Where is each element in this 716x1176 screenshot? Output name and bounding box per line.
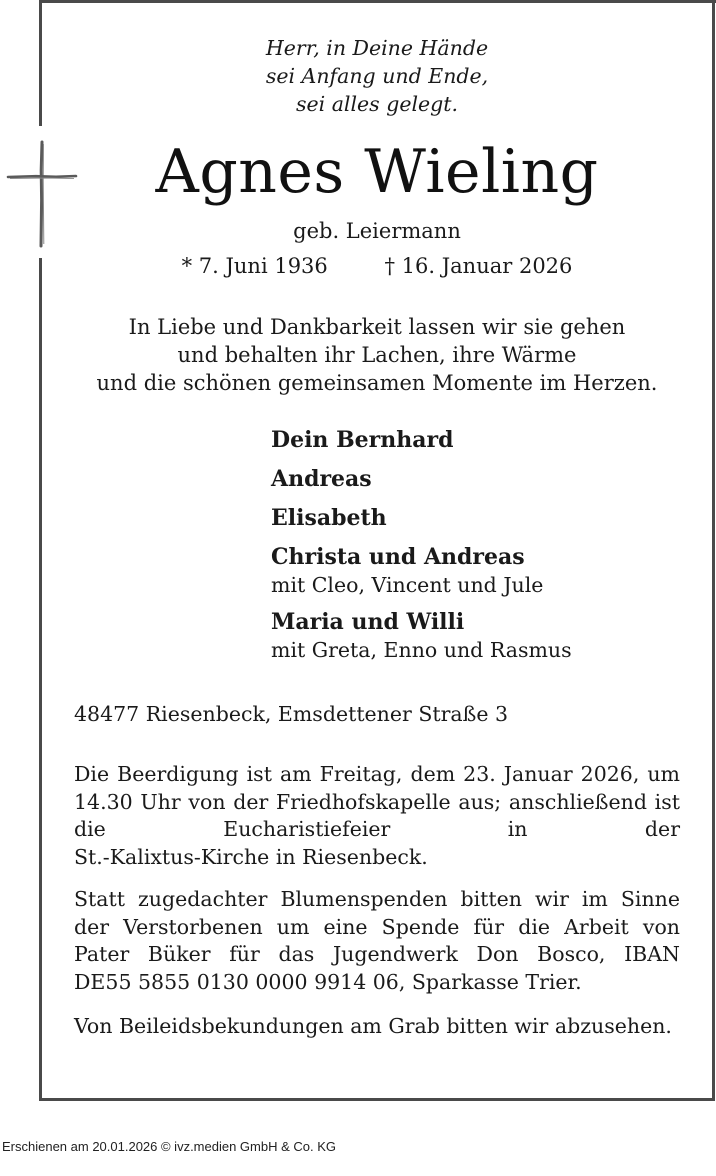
funeral-paragraph (74, 761, 680, 871)
dedication-line: und die schönen gemeinsamen Momente im Herzen. (96, 371, 658, 395)
publication-footer: Erschienen am 20.01.2026 © ivz.medien GmbH & Co. KG (2, 1139, 337, 1154)
mourner-entry (271, 464, 691, 494)
mourner-entry (271, 607, 691, 663)
death-date: † 16. Januar 2026 (384, 254, 573, 278)
frame-right-border (712, 0, 715, 1101)
deceased-name: Agnes Wieling (155, 137, 599, 207)
donation-text-end: DE55 5855 0130 0000 9914 06, Sparkasse Trier. (74, 969, 582, 994)
mourner-entry (271, 542, 691, 598)
birth-name: geb. Leiermann (293, 219, 461, 243)
life-dates (42, 252, 712, 280)
mourner-name: Dein Bernhard (271, 427, 454, 453)
mourner-name: Andreas (271, 466, 372, 492)
birth-date: * 7. Juni 1936 (181, 254, 328, 278)
frame-top-border (39, 0, 716, 3)
motto-line: sei alles gelegt. (295, 92, 459, 116)
donation-text: Statt zugedachter Blumenspenden bitten wir im Sinne der Verstorbenen um eine Spende für die Arbeit von Pater Büker für das Jugendwerk Don Bosco, IBAN (74, 887, 680, 966)
condolence-text-end: abzusehen. (554, 1014, 672, 1038)
family-address: 48477 Riesenbeck, Emsdettener Straße 3 (74, 702, 509, 726)
mourner-entry (271, 425, 691, 455)
mourner-name: Elisabeth (271, 505, 387, 531)
condolence-paragraph (74, 1013, 680, 1041)
mourner-children: mit Greta, Enno und Rasmus (271, 638, 572, 662)
mourners-list (271, 425, 691, 672)
dedication-text (42, 313, 712, 397)
motto-line: Herr, in Deine Hände (265, 36, 489, 60)
mourner-children: mit Cleo, Vincent und Jule (271, 573, 544, 597)
dedication-line: und behalten ihr Lachen, ihre Wärme (177, 343, 577, 367)
mourner-entry (271, 503, 691, 533)
funeral-text-end: St.-Kalixtus-Kirche in Riesenbeck. (74, 844, 428, 869)
mourner-name: Christa und Andreas (271, 544, 525, 570)
funeral-text: Die Beerdigung ist am Freitag, dem 23. Januar 2026, um 14.30 Uhr von der Friedhofskapelle aus; anschließend ist die Eucharistiefeier in der (74, 762, 680, 841)
dedication-line: In Liebe und Dankbarkeit lassen wir sie gehen (128, 315, 626, 339)
frame-bottom-border (39, 1098, 715, 1101)
motto-line: sei Anfang und Ende, (265, 64, 489, 88)
donation-paragraph (74, 886, 680, 996)
motto (42, 34, 712, 118)
mourner-name: Maria und Willi (271, 609, 465, 635)
condolence-text: Von Beileidsbekundungen am Grab bitten wir (74, 1014, 549, 1038)
